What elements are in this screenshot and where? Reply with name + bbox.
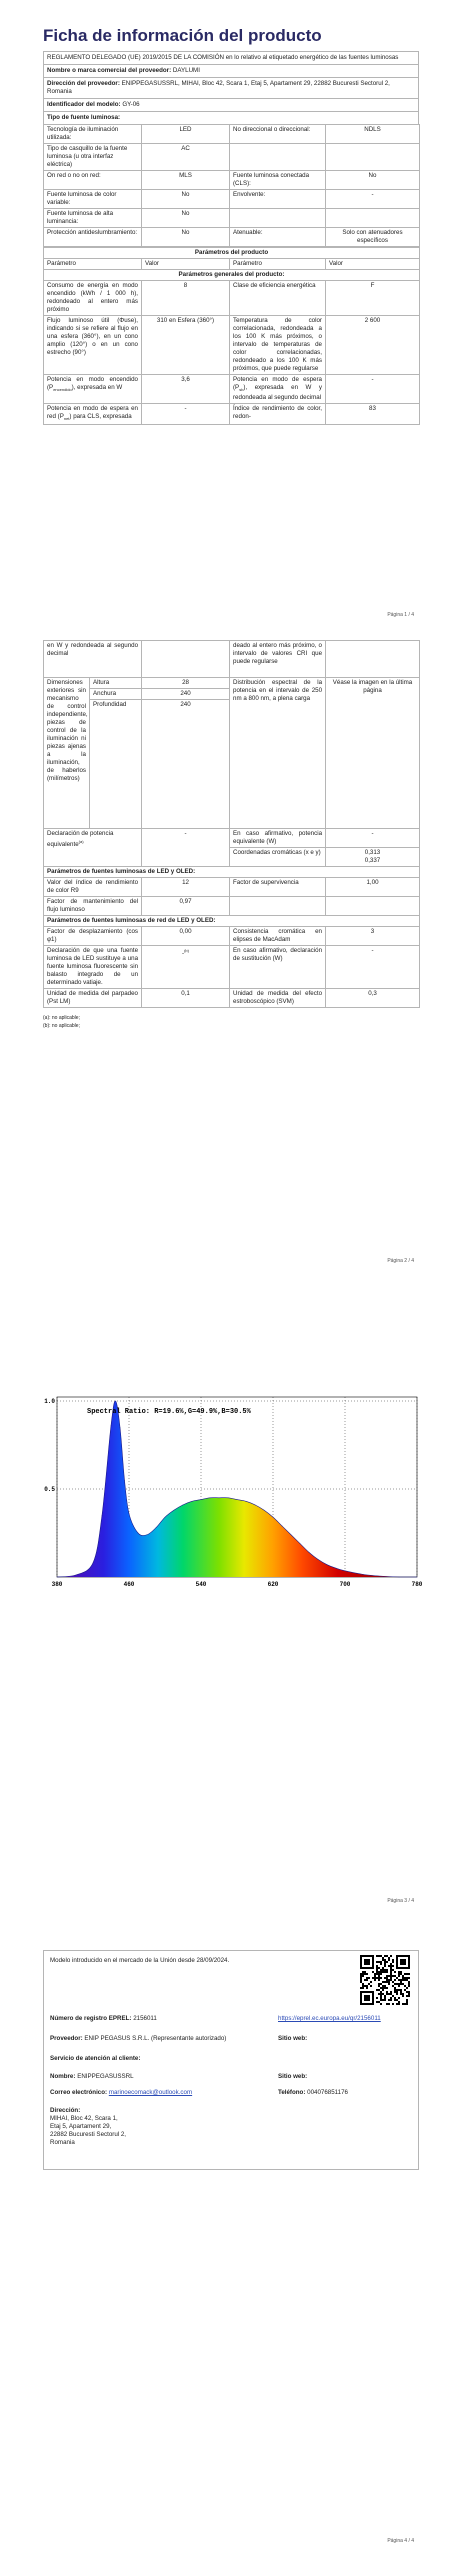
spectrum-point	[93, 1563, 94, 1564]
spectrum-point	[124, 1480, 125, 1481]
service-label: Servicio de atención al cliente:	[50, 2055, 141, 2062]
net-value-1	[142, 946, 230, 989]
spectrum-point	[399, 1577, 400, 1578]
spectral-value: Véase la imagen en la última página	[326, 678, 420, 829]
equiv-right: En caso afirmativo, potencia equivalente (W)	[230, 829, 326, 848]
dim-value-2: 240	[142, 700, 230, 829]
spectral-chart-svg	[43, 1345, 423, 1610]
general-cell-1-2: Temperatura de color correlacionada, redondeada a los 100 K más próximos, o intervalo de temperaturas de color correlacionadas, redondeado a los 100 K más próximos, que puede regularse	[230, 316, 326, 375]
spectrum-point	[156, 1527, 157, 1528]
spectrum-point	[183, 1505, 184, 1506]
led-value2-0: 1,00	[326, 878, 420, 897]
led-row-0	[44, 878, 420, 897]
type-value-5-1: No	[142, 228, 230, 247]
net-param-2: Unidad de medida del parpadeo (Pst LM)	[44, 989, 142, 1008]
spectrum-point	[417, 1577, 418, 1578]
type-value-2-1: MLS	[142, 171, 230, 190]
light-source-type-table	[43, 124, 420, 247]
page-2-table	[43, 640, 420, 1008]
eprel-row	[50, 2015, 157, 2023]
provider-value: ENIP PEGASUS S.R.L. (Representante autorizado)	[84, 2035, 227, 2042]
general-row-1	[44, 316, 420, 375]
led-value-0	[142, 878, 230, 897]
spectrum-point	[291, 1534, 292, 1535]
net-row-2	[44, 989, 420, 1008]
led-param2-1	[230, 897, 326, 916]
type-param-4-0: Fuente luminosa de alta luminancia:	[44, 209, 142, 228]
address-value: ENIPPEGASUSSRL, MIHAI, Bloc 42, Scara 1, Etaj 5, Apartament 29, 22882 Bucuresti Sectorul 2, Romania	[47, 80, 390, 95]
regulation-line: REGLAMENTO DELEGADO (UE) 2019/2015 DE LA COMISIÓN en lo relativo al etiquetado energético de las fuentes luminosas	[43, 51, 419, 64]
footnotes	[43, 1014, 419, 1030]
spectrum-point	[363, 1574, 364, 1575]
x-tick-label: 460	[123, 1581, 135, 1588]
spectrum-point	[129, 1513, 130, 1514]
spectrum-point	[237, 1499, 238, 1500]
net-value2-1: -	[326, 946, 420, 989]
net-value-0	[142, 927, 230, 946]
dim-name-1: Anchura	[90, 689, 142, 700]
cont-right: deado al entero más próximo, o intervalo de valores CRI que puede regularse	[230, 641, 326, 678]
type-row-4	[44, 209, 420, 228]
name-row	[50, 2073, 134, 2081]
net-param-0: Factor de desplazamiento (cos φ1)	[44, 927, 142, 946]
spectrum-point	[255, 1505, 256, 1506]
net-value-text-2: 0,1	[181, 990, 190, 997]
spectrum-point	[201, 1499, 202, 1500]
led-param2-0: Factor de supervivencia	[230, 878, 326, 897]
col-param-1: Parámetro	[44, 259, 142, 270]
type-label: Tipo de fuente luminosa:	[47, 114, 121, 121]
phone-label: Teléfono:	[278, 2089, 306, 2096]
qr-code-icon	[360, 1955, 410, 2008]
spectrum-point	[264, 1510, 265, 1511]
type-value-3-1: No	[142, 190, 230, 209]
spectrum-point	[318, 1559, 319, 1560]
cont-right-value	[326, 641, 420, 678]
dim-name-0: Altura	[90, 678, 142, 689]
type-value-3-3: -	[326, 190, 420, 209]
eprel-box	[43, 1950, 419, 2170]
type-param-1-2	[230, 144, 326, 171]
website-label: Sitio web:	[278, 2035, 308, 2042]
page-number: Página 1 / 4	[387, 612, 414, 618]
x-tick-label: 540	[195, 1581, 207, 1588]
led-value-1	[142, 897, 230, 916]
net-row-0	[44, 927, 420, 946]
email-row	[50, 2089, 192, 2097]
spectrum-point	[174, 1510, 175, 1511]
spectrum-point	[327, 1564, 328, 1565]
dir-line-2: 22882 Bucuresti Sectorul 2,	[50, 2131, 127, 2138]
type-value-4-3	[326, 209, 420, 228]
spectrum-point	[273, 1517, 274, 1518]
dims-label: Dimensiones exteriores sin mecanismo de control independiente, piezas de control de la iluminación ni piezas ajenas a la iluminación, de haberlos (milímetros)	[44, 678, 90, 829]
spectrum-point	[102, 1515, 103, 1516]
spectrum-point	[120, 1427, 121, 1428]
general-title: Parámetros generales del producto:	[44, 270, 420, 281]
x-tick-label: 700	[339, 1581, 351, 1588]
spectral-chart	[43, 1345, 423, 1610]
type-value-0-3: NDLS	[326, 125, 420, 144]
dir-label: Dirección:	[50, 2107, 81, 2114]
service-title	[50, 2055, 140, 2063]
web2-row	[278, 2073, 307, 2081]
model-row	[43, 98, 419, 111]
spectrum-point	[309, 1552, 310, 1553]
type-row	[43, 111, 419, 124]
general-cell-3-0	[44, 404, 142, 425]
page-4	[0, 1920, 452, 2560]
spectrum-point	[381, 1576, 382, 1577]
general-text-3-0: Potencia en modo de espera en red (P	[47, 405, 138, 421]
web2-label: Sitio web:	[278, 2073, 308, 2080]
dir-line-3: Romania	[50, 2139, 75, 2146]
spectrum-point	[210, 1498, 211, 1499]
model-label: Identificador del modelo:	[47, 101, 121, 108]
col-value-1: Valor	[142, 259, 230, 270]
net-param2-2: Unidad de medida del efecto estroboscópico (SVM)	[230, 989, 326, 1008]
email-label: Correo electrónico:	[50, 2089, 108, 2096]
general-sub-3-0: net	[63, 416, 70, 422]
x-tick-label: 780	[411, 1581, 423, 1588]
spectrum-point	[138, 1533, 139, 1534]
type-param-0-2: No direccional o direccional:	[230, 125, 326, 144]
type-value-2-3: No	[326, 171, 420, 190]
type-value-5-3: Solo con atenuadores específicos	[326, 228, 420, 247]
net-title: Parámetros de fuentes luminosas de red de LED y OLED:	[44, 916, 420, 927]
x-tick-label: 380	[51, 1581, 63, 1588]
address-label: Dirección del proveedor:	[47, 80, 120, 87]
type-row-2	[44, 171, 420, 190]
general-cell-3-1: -	[142, 404, 230, 425]
general-end-2-0: ), expresada en W	[71, 384, 123, 391]
type-param-4-2	[230, 209, 326, 228]
general-cell-2-1: 3,6	[142, 375, 230, 404]
net-value-2	[142, 989, 230, 1008]
general-cell-1-1: 310 en Esfera (360°)	[142, 316, 230, 375]
equiv-sup: (a)	[78, 839, 84, 844]
y-tick-label: 0.5	[44, 1486, 55, 1493]
page-title: Ficha de información del producto	[43, 26, 322, 45]
led-value-text-0: 12	[182, 879, 189, 886]
provider-label: Proveedor:	[50, 2035, 83, 2042]
general-cell-1-3: 2 600	[326, 316, 420, 375]
name-label: Nombre:	[50, 2073, 76, 2080]
spectral-label: Distribución espectral de la potencia en el intervalo de 250 nm a 800 nm, a plena carga	[230, 678, 326, 829]
general-cell-2-3: -	[326, 375, 420, 404]
general-cell-0-2: Clase de eficiencia energética	[230, 281, 326, 316]
general-end-3-0: ) para CLS, expresada	[69, 413, 132, 421]
type-param-2-0: On red o no on red:	[44, 171, 142, 190]
net-param2-1: En caso afirmativo, declaración de sustitución (W)	[230, 946, 326, 989]
equiv-value: -	[142, 829, 230, 867]
spectrum-point	[300, 1543, 301, 1544]
cont-left: en W y redondeada al segundo decimal	[44, 641, 142, 678]
y-tick-label: 1.0	[44, 1398, 55, 1405]
phone-value: 004076851176	[307, 2089, 348, 2096]
footnote-a: (a): no aplicable;	[43, 1015, 80, 1021]
supplier-row	[43, 64, 419, 77]
type-value-0-1: LED	[142, 125, 230, 144]
type-row-0	[44, 125, 420, 144]
supplier-value: DAYLUMI	[172, 67, 200, 74]
type-param-0-0: Tecnología de iluminación utilizada:	[44, 125, 142, 144]
general-text-2-0: Potencia en modo encendido (P	[47, 376, 138, 391]
dir-line-0: MIHAI, Bloc 42, Scara 1,	[50, 2115, 118, 2122]
phone-row	[278, 2089, 348, 2097]
general-row-0	[44, 281, 420, 316]
general-text-2-2: Potencia en modo de espera (P	[233, 376, 322, 391]
type-value-4-1: No	[142, 209, 230, 228]
spectrum-point	[282, 1526, 283, 1527]
net-value2-2: 0,3	[326, 989, 420, 1008]
net-value2-0: 3	[326, 927, 420, 946]
dim-name-2: Profundidad	[90, 700, 142, 829]
type-param-5-0: Protección antideslumbramiento:	[44, 228, 142, 247]
net-row-1	[44, 946, 420, 989]
spectrum-point	[219, 1498, 220, 1499]
general-cell-3-3: 83	[326, 404, 420, 425]
page-1-content	[43, 25, 419, 425]
product-parameters-table	[43, 247, 420, 425]
net-value-text-0: 0,00	[179, 928, 192, 935]
page-4-content	[43, 1950, 419, 2170]
equiv-label	[44, 829, 142, 867]
address-row	[43, 77, 419, 98]
general-end-2-2: ), expresada en W y redondeada al segundo decimal	[233, 384, 322, 402]
general-row-2	[44, 375, 420, 404]
led-param-0: Valor del índice de rendimiento de color R9	[44, 878, 142, 897]
page-2	[0, 640, 452, 1280]
col-value-2: Valor	[326, 259, 420, 270]
cont-left-value	[142, 641, 230, 678]
net-value-sup-1: (b)	[184, 948, 189, 953]
led-param-1: Factor de mantenimiento del flujo luminoso	[44, 897, 142, 916]
general-cell-2-2	[230, 375, 326, 404]
type-param-1-0: Tipo de casquillo de la fuente luminosa (u otra interfaz eléctrica)	[44, 144, 142, 171]
website-row	[278, 2035, 307, 2043]
spectrum-point	[111, 1425, 112, 1426]
dim-value-0: 28	[142, 678, 230, 689]
email-link[interactable]: marinoecomack@outlook.com	[108, 2089, 193, 2096]
spectrum-point	[57, 1577, 58, 1578]
spectrum-point	[345, 1571, 346, 1572]
chroma-label: Coordenadas cromáticas (x e y)	[230, 848, 326, 867]
page-number: Página 2 / 4	[387, 1258, 414, 1264]
spectrum-point	[192, 1501, 193, 1502]
type-row-5	[44, 228, 420, 247]
eprel-link[interactable]: https://eprel.ec.europa.eu/qr/2156011	[278, 2015, 381, 2022]
model-value: GY-06	[122, 101, 140, 108]
dim-value-1: 240	[142, 689, 230, 700]
provider-row	[50, 2035, 272, 2043]
footnote-b: (b): no aplicable;	[43, 1023, 80, 1029]
spectrum-point	[147, 1534, 148, 1535]
page-number: Página 3 / 4	[387, 1898, 414, 1904]
supplier-label: Nombre o marca comercial del proveedor:	[47, 67, 172, 74]
eprel-label: Número de registro EPREL:	[50, 2015, 132, 2022]
general-row-3	[44, 404, 420, 425]
spectrum-point	[165, 1517, 166, 1518]
type-param-2-2: Fuente luminosa conectada (CLS):	[230, 171, 326, 190]
type-value-1-3	[326, 144, 420, 171]
page-2-content	[43, 640, 419, 1030]
led-title: Parámetros de fuentes luminosas de LED y OLED:	[44, 867, 420, 878]
chart-title: Spectral Ratio: R=19.6%,G=49.9%,B=30.5%	[87, 1408, 251, 1416]
spectrum-point	[228, 1498, 229, 1499]
type-param-5-2: Atenuable:	[230, 228, 326, 247]
net-param-1: Declaración de que una fuente luminosa de LED sustituye a una fuente luminosa fluorescente sin balasto integrado de un determinado vatiaje.	[44, 946, 142, 989]
type-param-3-0: Fuente luminosa de color variable:	[44, 190, 142, 209]
dir-block	[50, 2107, 126, 2147]
general-cell-3-2: Índice de rendimiento de color, redon-	[230, 404, 326, 425]
params-title: Parámetros del producto	[44, 248, 420, 259]
general-sub-2-0: encendido	[53, 387, 72, 393]
type-value-1-1: AC	[142, 144, 230, 171]
name-value: ENIPPEGASUSSRL	[77, 2073, 134, 2080]
x-tick-label: 620	[267, 1581, 279, 1588]
dir-line-1: Etaj 5, Apartament 29,	[50, 2123, 112, 2130]
type-param-3-2: Envolvente:	[230, 190, 326, 209]
equiv-right-value: -	[326, 829, 420, 848]
general-cell-0-1: 8	[142, 281, 230, 316]
spectrum-point	[246, 1501, 247, 1502]
general-cell-2-0	[44, 375, 142, 404]
general-cell-0-0: Consumo de energía en modo encendido (kWh / 1 000 h), redondeado al entero más próximo	[44, 281, 142, 316]
equiv-label-text: Declaración de potencia equivalente	[47, 830, 114, 849]
eprel-value: 2156011	[133, 2015, 157, 2022]
intro-text: Modelo introducido en el mercado de la Unión desde 28/09/2024.	[50, 1957, 230, 1964]
general-cell-1-0: Flujo luminoso útil (Φuse), indicando si se refiere al flujo en una esfera (360°), en un cono amplio (120°) o en un cono estrecho (90°)	[44, 316, 142, 375]
type-row-1	[44, 144, 420, 171]
spectrum-point	[336, 1568, 337, 1569]
net-value-text-1: -	[182, 950, 185, 958]
col-param-2: Parámetro	[230, 259, 326, 270]
general-sub-2-2: sb	[239, 387, 244, 393]
led-row-1	[44, 897, 420, 916]
led-value-text-1: 0,97	[179, 898, 192, 905]
page-number: Página 4 / 4	[387, 2538, 414, 2544]
type-row-3	[44, 190, 420, 209]
chroma-value: 0,313 0,337	[326, 848, 420, 867]
spectrum-point	[115, 1401, 116, 1402]
led-value2-1	[326, 897, 420, 916]
net-param2-0: Consistencia cromática en elipses de MacAdam	[230, 927, 326, 946]
page-1	[0, 0, 452, 640]
spectrum-point	[75, 1575, 76, 1576]
general-cell-0-3: F	[326, 281, 420, 316]
